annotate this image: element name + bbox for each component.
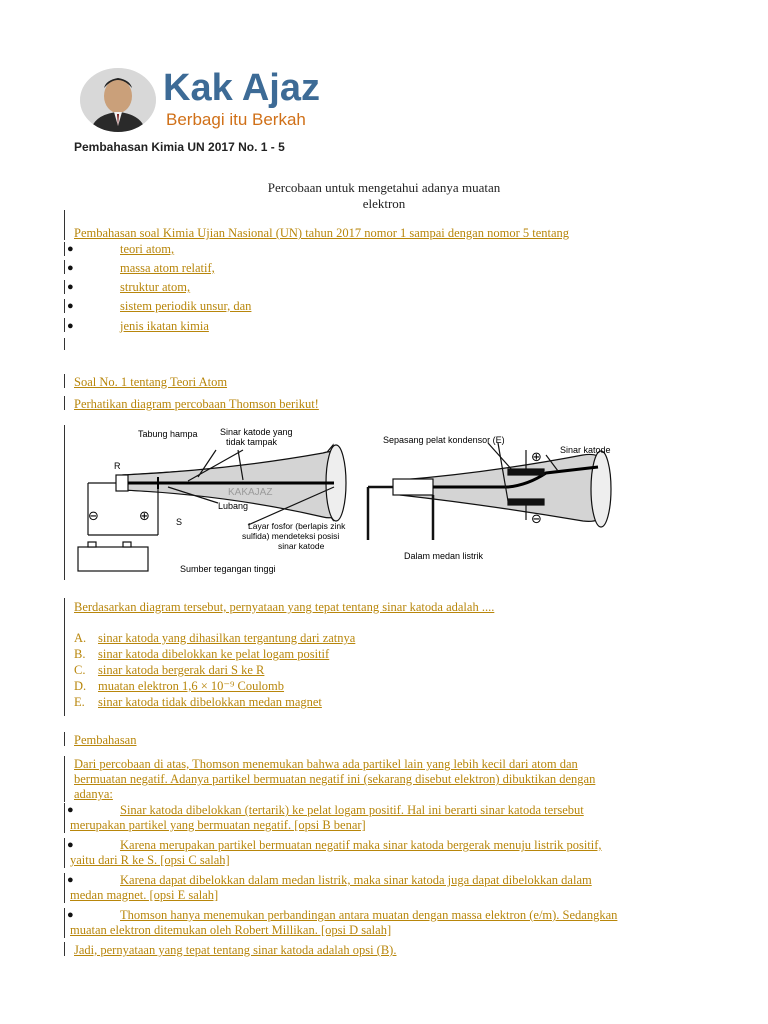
pembahasan-heading: Pembahasan xyxy=(74,733,137,747)
pembahasan-para-line3: adanya: xyxy=(74,787,113,801)
thomson-diagram xyxy=(68,425,628,585)
left-rule xyxy=(64,396,65,410)
bullet-icon: ● xyxy=(67,300,74,312)
option-letter: D. xyxy=(74,679,87,693)
point-4-line2: muatan elektron ditemukan oleh Robert Millikan. [opsi D salah] xyxy=(70,923,392,937)
left-rule xyxy=(64,873,65,903)
minus-icon: ⊖ xyxy=(531,512,542,527)
intro-text: Pembahasan soal Kimia Ujian Nasional (UN) tahun 2017 nomor 1 sampai dengan nomor 5 tentang xyxy=(74,226,570,240)
pembahasan-para-line2: bermuatan negatif. Adanya partikel bermuatan negatif ini (sekarang disebut elektron) dibuktikan dengan xyxy=(74,772,596,786)
point-3-line1: Karena dapat dibelokkan dalam medan listrik, maka sinar katoda juga dapat dibelokkan dalam xyxy=(120,873,592,887)
topic-item: struktur atom, xyxy=(120,280,191,294)
label-s: S xyxy=(176,517,183,527)
left-rule xyxy=(64,318,65,332)
point-3-line2: medan magnet. [opsi E salah] xyxy=(70,888,219,902)
brand-tagline: Berbagi itu Berkah xyxy=(166,110,306,129)
bullet-icon: ● xyxy=(67,839,74,851)
option-text: muatan elektron 1,6 × 10⁻⁹ Coulomb xyxy=(98,679,285,693)
section-title-line1: Percobaan untuk mengetahui adanya muatan xyxy=(267,180,501,195)
option-text: sinar katoda dibelokkan ke pelat logam positif xyxy=(98,647,330,661)
left-rule xyxy=(64,374,65,388)
point-2-line1: Karena merupakan partikel bermuatan negatif maka sinar katoda bergerak menuju listrik positif, xyxy=(120,838,602,852)
label-layar1: Layar fosfor (berlapis zink xyxy=(248,521,346,531)
right-apparatus xyxy=(368,443,611,540)
left-rule xyxy=(64,908,65,938)
left-rule xyxy=(64,732,65,746)
option-letter: E. xyxy=(74,695,85,709)
left-rule xyxy=(64,338,65,350)
topic-item: teori atom, xyxy=(120,242,175,256)
bullet-icon: ● xyxy=(67,320,74,332)
left-rule xyxy=(64,280,65,294)
left-rule xyxy=(64,299,65,313)
left-rule xyxy=(64,260,65,274)
point-2-line2: yaitu dari R ke S. [opsi C salah] xyxy=(70,853,230,867)
avatar xyxy=(80,68,156,132)
point-4-line1: Thomson hanya menemukan perbandingan antara muatan dengan massa elektron (e/m). Sedangkan xyxy=(120,908,618,922)
pembahasan-para-line1: Dari percobaan di atas, Thomson menemukan bahwa ada partikel lain yang lebih kecil dari atom dan xyxy=(74,757,578,771)
option-text: sinar katoda bergerak dari S ke R xyxy=(98,663,265,677)
option-b xyxy=(74,647,329,662)
left-rule xyxy=(64,242,65,256)
label-layar3: sinar katode xyxy=(278,541,325,551)
label-layar2: sulfida) mendeteksi posisi xyxy=(242,531,340,541)
topic-item: massa atom relatif, xyxy=(120,261,215,275)
option-letter: B. xyxy=(74,647,86,661)
point-1-line1: Sinar katoda dibelokkan (tertarik) ke pelat logam positif. Hal ini berarti sinar katoda tersebut xyxy=(120,803,584,817)
conclusion: Jadi, pernyataan yang tepat tentang sinar katoda adalah opsi (B). xyxy=(74,943,397,957)
label-sumber: Sumber tegangan tinggi xyxy=(180,564,276,574)
bullet-icon: ● xyxy=(67,804,74,816)
minus-icon: ⊖ xyxy=(88,509,99,524)
thomson-diagram-svg xyxy=(68,425,628,585)
label-lubang: Lubang xyxy=(218,501,249,511)
bullet-icon: ● xyxy=(67,874,74,886)
option-text: sinar katoda tidak dibelokkan medan magnet xyxy=(98,695,322,709)
option-letter: C. xyxy=(74,663,86,677)
option-c xyxy=(74,663,264,678)
option-a xyxy=(74,631,355,646)
bullet-icon: ● xyxy=(67,243,74,255)
left-rule xyxy=(64,756,65,802)
left-rule xyxy=(64,598,65,716)
left-rule xyxy=(64,803,65,833)
plus-icon: ⊕ xyxy=(531,450,542,465)
label-sinar-katode: Sinar katode xyxy=(560,445,611,455)
topic-item: sistem periodik unsur, dan xyxy=(120,299,252,313)
soal-instruction: Perhatikan diagram percobaan Thomson berikut! xyxy=(74,397,319,411)
person-portrait-icon xyxy=(80,68,156,132)
option-letter: A. xyxy=(74,631,87,645)
left-rule xyxy=(64,210,65,240)
question-stem: Berdasarkan diagram tersebut, pernyataan yang tepat tentang sinar katoda adalah .... xyxy=(74,600,495,614)
label-sinar: Sinar katode yang xyxy=(220,427,293,437)
left-rule xyxy=(64,838,65,868)
topic-item: jenis ikatan kimia xyxy=(120,319,209,333)
label-r: R xyxy=(114,461,121,471)
watermark: KAKAJAZ xyxy=(228,487,273,498)
brand-name: Kak Ajaz xyxy=(163,67,320,109)
section-title-line2: elektron xyxy=(362,196,406,211)
left-rule xyxy=(64,942,65,956)
bullet-icon: ● xyxy=(67,909,74,921)
option-e xyxy=(74,695,322,710)
label-tabung: Tabung hampa xyxy=(138,429,198,439)
label-medan: Dalam medan listrik xyxy=(404,551,484,561)
page-title: Pembahasan Kimia UN 2017 No. 1 - 5 xyxy=(74,140,285,154)
soal-heading: Soal No. 1 tentang Teori Atom xyxy=(74,375,228,389)
plus-icon: ⊕ xyxy=(139,509,150,524)
bullet-icon: ● xyxy=(67,262,74,274)
point-1-line2: merupakan partikel yang bermuatan negatif. [opsi B benar] xyxy=(70,818,366,832)
label-sinar2: tidak tampak xyxy=(226,437,278,447)
bullet-icon: ● xyxy=(67,281,74,293)
label-pelat: Sepasang pelat kondensor (E) xyxy=(383,435,505,445)
left-rule xyxy=(64,425,65,580)
option-d xyxy=(74,679,284,694)
option-text: sinar katoda yang dihasilkan tergantung dari zatnya xyxy=(98,631,356,645)
